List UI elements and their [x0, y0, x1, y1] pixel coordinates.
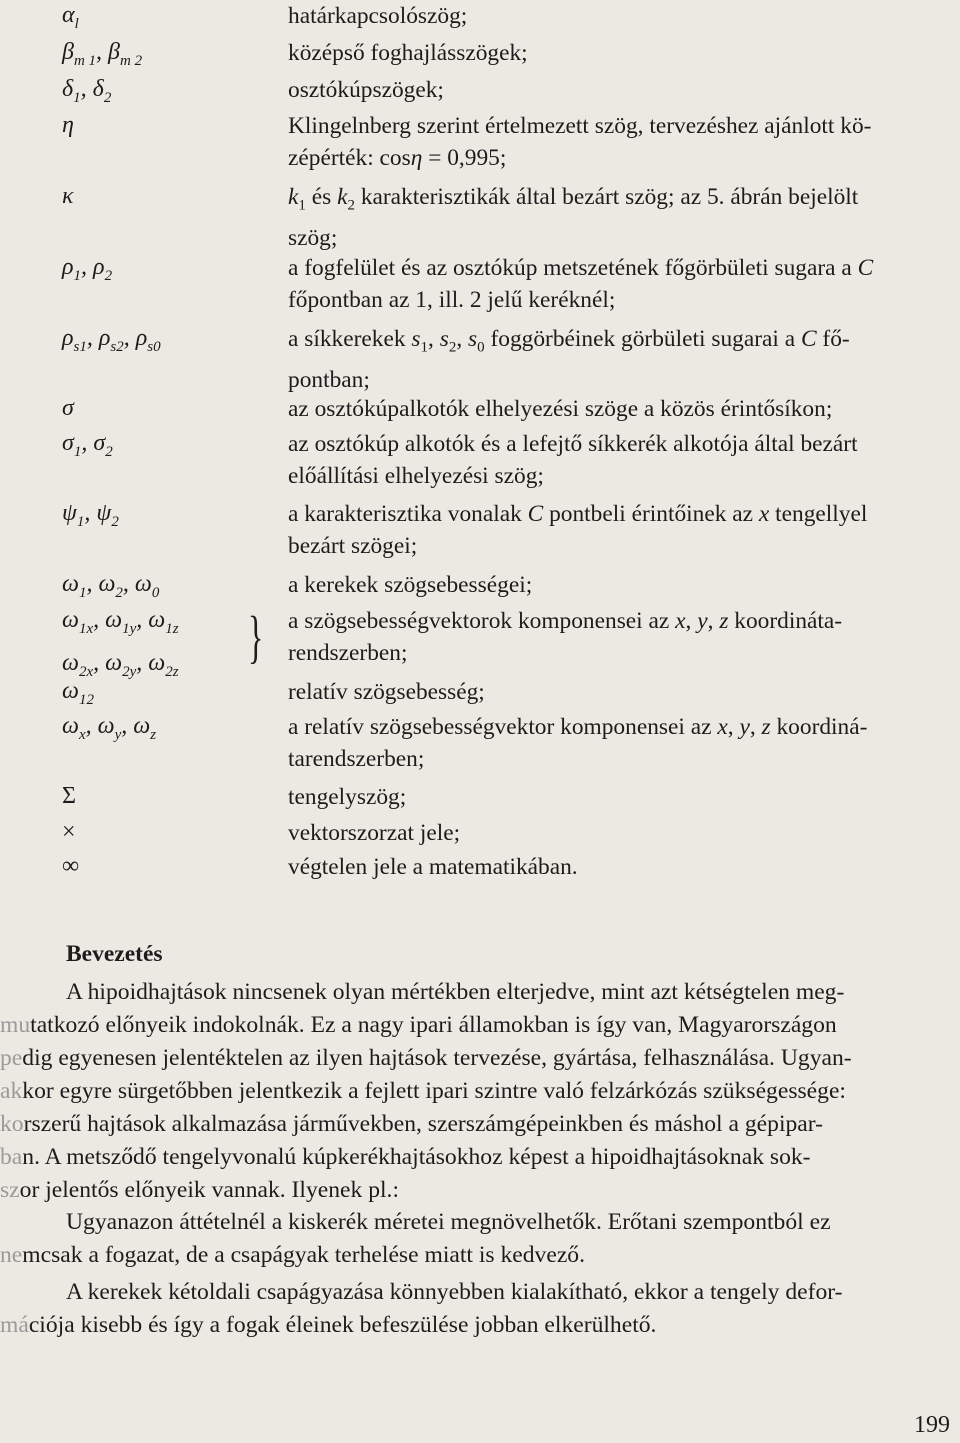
paragraph	[0, 1276, 940, 1342]
definition-text: középső foghajlásszögek;	[288, 40, 528, 66]
symbol: η	[62, 112, 74, 138]
definition-text	[288, 605, 958, 669]
text-line: főpontban az 1, ill. 2 jelű keréknél;	[288, 287, 616, 313]
text-line: bezárt szögei;	[288, 533, 418, 559]
definition-text: végtelen jele a matematikában.	[288, 854, 578, 880]
symbol: $\psi_1$, $\psi_2$	[62, 500, 119, 530]
text-line: szög;	[288, 224, 338, 251]
definition-text	[288, 711, 958, 775]
text-line: A hipoidhajtások nincsenek olyan mértékben elterjedve, mint azt kétségtelen meg-	[66, 979, 845, 1005]
symbol: $\sigma_1$, $\sigma_2$	[62, 430, 113, 460]
symbol: $\rho_1$, $\rho_2$	[62, 254, 113, 284]
text-line: a síkkerekek $s_1$, $s_2$, $s_0$ foggörbéinek görbületi sugarai a C fő-	[288, 326, 850, 356]
symbol: $\delta_1$, $\delta_2$	[62, 76, 112, 106]
text-line: mutatkozó előnyeik indokolnák. Ez a nagy ipari államokban is így van, Magyarországon	[0, 1012, 837, 1038]
text-line: Ugyanazon áttételnél a kiskerék méretei megnövelhetők. Erőtani szempontból ez	[66, 1209, 831, 1235]
symbol: $\beta_{m 1}$, $\beta_{m 2}$	[62, 39, 143, 69]
text-line: pontban;	[288, 366, 370, 393]
definition-text	[288, 181, 958, 254]
symbol: Σ	[62, 783, 76, 809]
text-line: előállítási elhelyezési szög;	[288, 463, 544, 489]
definition-text: tengelyszög;	[288, 784, 407, 810]
definition-text	[288, 323, 958, 396]
text-line: A kerekek kétoldali csapágyazása könnyebben kialakítható, ekkor a tengely defor-	[66, 1279, 843, 1305]
definition-text	[288, 252, 958, 316]
text-line: a relatív szögsebességvektor komponensei az x, y, z koordiná-	[288, 714, 868, 740]
text-line: zépérték: cosη = 0,995;	[288, 145, 507, 171]
symbol: $\alpha_l$	[62, 2, 79, 32]
symbol: κ	[62, 183, 74, 209]
definition-text	[288, 110, 958, 174]
curly-brace-icon: }	[248, 604, 264, 669]
text-line: $k_1$ és $k_2$ karakterisztikák által bezárt szög; az 5. ábrán bejelölt	[288, 184, 859, 214]
definition-text: a kerekek szögsebességei;	[288, 572, 533, 598]
symbol: $\omega_{1x}$, $\omega_{1y}$, $\omega_{1z}$ $\omega_{2x}$, $\omega_{2y}$, $\omega_{2z}$	[62, 607, 179, 680]
paragraph	[0, 1206, 940, 1272]
text-line: pedig egyenesen jelentéktelen az ilyen hajtások tervezése, gyártása, felhasználása. Ugyan-	[0, 1045, 852, 1071]
text-line: korszerű hajtások alkalmazása járművekben, szerszámgépeinkben és máshol a gépipar-	[0, 1111, 824, 1137]
text-line: ban. A metsződő tengelyvonalú kúpkerékhajtásokhoz képest a hipoidhajtásoknak sok-	[0, 1144, 811, 1170]
text-line: a szögsebességvektorok komponensei az x, y, z koordináta-	[288, 608, 843, 634]
symbol: $\omega_1$, $\omega_2$, $\omega_0$	[62, 571, 160, 601]
symbol: σ	[62, 395, 74, 421]
text-line: mációja kisebb és így a fogak éleinek befeszülése jobban elkerülhető.	[0, 1312, 657, 1338]
definition-text: relatív szögsebesség;	[288, 679, 485, 705]
definition-text: az osztókúpalkotók elhelyezési szöge a közös érintősíkon;	[288, 396, 833, 422]
definition-text	[288, 428, 958, 492]
text-line: szor jelentős előnyeik vannak. Ilyenek pl.:	[0, 1177, 400, 1203]
text-line: az osztókúp alkotók és a lefejtő síkkerék alkotója által bezárt	[288, 431, 858, 457]
text-line: a karakterisztika vonalak C pontbeli érintőinek az x tengellyel	[288, 501, 868, 527]
paragraph	[0, 976, 940, 1207]
definition-text: határkapcsolószög;	[288, 3, 468, 29]
symbol: $\rho_{s1}$, $\rho_{s2}$, $\rho_{s0}$	[62, 325, 161, 355]
text-line: akkor egyre sürgetőbben jelentkezik a fejlett ipari szintre való felzárkózás szükségessége:	[0, 1078, 846, 1104]
section-title: Bevezetés	[66, 941, 163, 967]
definition-text: vektorszorzat jele;	[288, 820, 461, 846]
page-number: 199	[914, 1412, 950, 1438]
text-line: tarendszerben;	[288, 746, 425, 772]
text-line: a fogfelület és az osztókúp metszetének főgörbületi sugara a C	[288, 255, 874, 281]
text-line: nemcsak a fogazat, de a csapágyak terhelése miatt is kedvező.	[0, 1242, 585, 1268]
symbol: $\omega_{12}$	[62, 678, 94, 708]
symbol: $\omega_x$, $\omega_y$, $\omega_z$	[62, 713, 157, 743]
definition-text: osztókúpszögek;	[288, 77, 444, 103]
symbol: ×	[62, 819, 76, 845]
text-line: rendszerben;	[288, 640, 408, 666]
definition-text	[288, 498, 958, 562]
symbol: ∞	[62, 853, 80, 879]
text-line: Klingelnberg szerint értelmezett szög, tervezéshez ajánlott kö-	[288, 113, 872, 139]
